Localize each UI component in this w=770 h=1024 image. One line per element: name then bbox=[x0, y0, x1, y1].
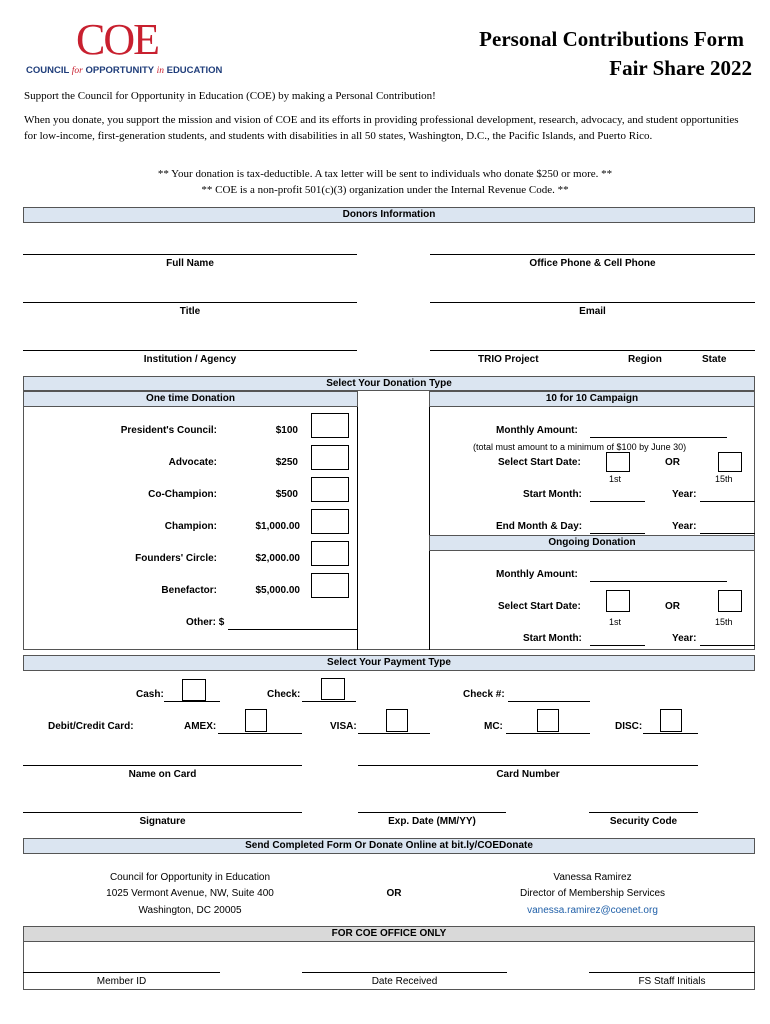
cash-line bbox=[164, 701, 220, 702]
level-amount-100: $100 bbox=[275, 425, 298, 436]
institution-line[interactable] bbox=[23, 350, 357, 351]
checkbox-advocate[interactable] bbox=[311, 445, 349, 470]
state-label: State bbox=[702, 354, 727, 365]
form-subtitle: Fair Share 2022 bbox=[609, 56, 752, 80]
checkbox-presidents-council[interactable] bbox=[311, 413, 349, 438]
email-label: Email bbox=[579, 306, 606, 317]
mc-label: MC: bbox=[484, 721, 503, 732]
logo-word-in: in bbox=[156, 66, 164, 76]
campaign-select-start-date-label: Select Start Date: bbox=[498, 457, 581, 468]
campaign-end-year-line[interactable] bbox=[700, 533, 755, 534]
campaign-end-month-label: End Month & Day: bbox=[496, 521, 583, 532]
visa-line bbox=[358, 733, 430, 734]
campaign-monthly-amount-line[interactable] bbox=[590, 437, 727, 438]
checkbox-benefactor[interactable] bbox=[311, 573, 349, 598]
level-label-founders-circle: Founders' Circle: bbox=[135, 553, 217, 564]
cash-label: Cash: bbox=[136, 689, 164, 700]
donation-divider-left bbox=[357, 391, 358, 650]
campaign-or-label: OR bbox=[665, 457, 680, 468]
campaign-1st-label: 1st bbox=[609, 474, 622, 484]
level-label-benefactor: Benefactor: bbox=[161, 585, 217, 596]
debit-credit-label: Debit/Credit Card: bbox=[48, 721, 134, 732]
contact-title: Director of Membership Services bbox=[519, 888, 666, 899]
ongoing-15th-label: 15th bbox=[715, 617, 733, 627]
campaign-monthly-amount-label: Monthly Amount: bbox=[496, 425, 578, 436]
ongoing-monthly-amount-line[interactable] bbox=[590, 581, 727, 582]
level-label-advocate: Advocate: bbox=[168, 457, 217, 468]
campaign-start-month-label: Start Month: bbox=[523, 489, 582, 500]
trio-region-state-line[interactable] bbox=[430, 350, 755, 351]
phone-line[interactable] bbox=[430, 254, 755, 255]
nonprofit-note: ** COE is a non-profit 501(c)(3) organization under the Internal Revenue Code. ** bbox=[201, 184, 569, 196]
email-line[interactable] bbox=[430, 302, 755, 303]
address-line-3: Washington, DC 20005 bbox=[138, 905, 242, 916]
region-label: Region bbox=[628, 354, 662, 365]
campaign-checkbox-15th[interactable] bbox=[718, 452, 742, 472]
send-or-label: OR bbox=[386, 888, 402, 899]
exp-date-line[interactable] bbox=[358, 812, 506, 813]
ongoing-donation-header: Ongoing Donation bbox=[429, 535, 755, 551]
check-line bbox=[302, 701, 356, 702]
logo-word-for: for bbox=[71, 66, 83, 76]
contact-email-link[interactable]: vanessa.ramirez@coenet.org bbox=[527, 905, 658, 916]
campaign-15th-label: 15th bbox=[715, 474, 733, 484]
ongoing-start-month-line[interactable] bbox=[590, 645, 645, 646]
visa-checkbox[interactable] bbox=[386, 709, 408, 732]
level-amount-500: $500 bbox=[275, 489, 298, 500]
full-name-label: Full Name bbox=[166, 258, 214, 269]
ongoing-1st-label: 1st bbox=[609, 617, 622, 627]
checkbox-champion[interactable] bbox=[311, 509, 349, 534]
donation-type-header: Select Your Donation Type bbox=[23, 376, 755, 391]
name-on-card-line[interactable] bbox=[23, 765, 302, 766]
address-line-1: Council for Opportunity in Education bbox=[109, 872, 271, 883]
logo-word-opportunity: OPPORTUNITY bbox=[85, 65, 154, 76]
disc-label: DISC: bbox=[615, 721, 643, 732]
disc-checkbox[interactable] bbox=[660, 709, 682, 732]
campaign-end-year-label: Year: bbox=[672, 521, 697, 532]
campaign-minimum-note: (total must amount to a minimum of $100 by June 30) bbox=[473, 442, 687, 452]
ten-for-ten-header: 10 for 10 Campaign bbox=[429, 391, 755, 407]
level-amount-5000: $5,000.00 bbox=[255, 585, 300, 596]
security-code-line[interactable] bbox=[589, 812, 698, 813]
send-form-header: Send Completed Form Or Donate Online at bit.ly/COEDonate bbox=[23, 838, 755, 854]
ongoing-or-label: OR bbox=[665, 601, 680, 612]
campaign-checkbox-1st[interactable] bbox=[606, 452, 630, 472]
amex-line bbox=[218, 733, 302, 734]
name-on-card-label: Name on Card bbox=[128, 769, 197, 780]
intro-support: Support the Council for Opportunity in Education (COE) by making a Personal Contribution! bbox=[24, 90, 436, 102]
ongoing-monthly-amount-label: Monthly Amount: bbox=[496, 569, 578, 580]
campaign-end-month-line[interactable] bbox=[590, 533, 645, 534]
check-checkbox[interactable] bbox=[321, 678, 345, 700]
logo-letters: COE bbox=[76, 15, 158, 64]
logo-word-education: EDUCATION bbox=[166, 65, 223, 76]
check-number-line[interactable] bbox=[508, 701, 590, 702]
office-use-header: FOR COE OFFICE ONLY bbox=[23, 926, 755, 942]
ongoing-select-start-date-label: Select Start Date: bbox=[498, 601, 581, 612]
form-title: Personal Contributions Form bbox=[479, 27, 744, 51]
coe-logo bbox=[24, 15, 244, 82]
date-received-line[interactable] bbox=[302, 972, 507, 973]
logo-word-council: COUNCIL bbox=[26, 65, 70, 76]
amex-label: AMEX: bbox=[184, 721, 217, 732]
visa-label: VISA: bbox=[330, 721, 357, 732]
level-label-co-champion: Co-Champion: bbox=[148, 489, 217, 500]
card-number-line[interactable] bbox=[358, 765, 698, 766]
title-line[interactable] bbox=[23, 302, 357, 303]
mc-checkbox[interactable] bbox=[537, 709, 559, 732]
check-number-label: Check #: bbox=[463, 689, 505, 700]
exp-date-label: Exp. Date (MM/YY) bbox=[388, 816, 476, 827]
signature-label: Signature bbox=[139, 816, 186, 827]
disc-line bbox=[643, 733, 698, 734]
address-line-2: 1025 Vermont Avenue, NW, Suite 400 bbox=[106, 888, 274, 899]
payment-type-header: Select Your Payment Type bbox=[23, 655, 755, 671]
logo-tagline bbox=[26, 65, 222, 76]
level-amount-2000: $2,000.00 bbox=[255, 553, 300, 564]
level-amount-250: $250 bbox=[275, 457, 298, 468]
ongoing-checkbox-15th[interactable] bbox=[718, 590, 742, 612]
checkbox-founders-circle[interactable] bbox=[311, 541, 349, 566]
checkbox-co-champion[interactable] bbox=[311, 477, 349, 502]
one-time-donation-header: One time Donation bbox=[23, 391, 358, 407]
phone-label: Office Phone & Cell Phone bbox=[529, 258, 656, 269]
title-label: Title bbox=[179, 306, 201, 317]
campaign-start-year-label: Year: bbox=[672, 489, 697, 500]
level-label-champion: Champion: bbox=[164, 521, 217, 532]
other-amount-line[interactable] bbox=[228, 629, 357, 630]
campaign-start-year-line[interactable] bbox=[700, 501, 755, 502]
fs-staff-label: FS Staff Initials bbox=[638, 976, 706, 987]
campaign-start-month-line[interactable] bbox=[590, 501, 645, 502]
tax-note: ** Your donation is tax-deductible. A tax letter will be sent to individuals who donate $250 or more. ** bbox=[157, 168, 613, 180]
card-number-label: Card Number bbox=[496, 769, 560, 780]
full-name-line[interactable] bbox=[23, 254, 357, 255]
ongoing-checkbox-1st[interactable] bbox=[606, 590, 630, 612]
ongoing-start-month-label: Start Month: bbox=[523, 633, 582, 644]
signature-line[interactable] bbox=[23, 812, 302, 813]
donation-divider-right bbox=[429, 391, 430, 650]
mc-line bbox=[506, 733, 590, 734]
donation-section-frame bbox=[23, 376, 755, 650]
other-amount-label: Other: $ bbox=[186, 617, 225, 628]
donors-information-header: Donors Information bbox=[23, 207, 755, 223]
cash-checkbox[interactable] bbox=[182, 679, 206, 701]
ongoing-start-year-label: Year: bbox=[672, 633, 697, 644]
security-code-label: Security Code bbox=[609, 816, 678, 827]
member-id-label: Member ID bbox=[96, 976, 147, 987]
institution-label: Institution / Agency bbox=[143, 354, 237, 365]
fs-staff-line[interactable] bbox=[589, 972, 755, 973]
level-label-presidents-council: President's Council: bbox=[120, 425, 217, 436]
intro-mission: When you donate, you support the mission and vision of COE and its efforts in providing professional development, research, advocacy, and student opportunities for low-income, first-generation students, and students with disabilities in all 50 states, Washington, D.C., the Pacific Islands, and Puerto Rico. bbox=[24, 114, 739, 142]
amex-checkbox[interactable] bbox=[245, 709, 267, 732]
member-id-line[interactable] bbox=[23, 972, 220, 973]
level-amount-1000: $1,000.00 bbox=[255, 521, 300, 532]
ongoing-start-year-line[interactable] bbox=[700, 645, 755, 646]
trio-project-label: TRIO Project bbox=[478, 354, 539, 365]
check-label: Check: bbox=[267, 689, 301, 700]
date-received-label: Date Received bbox=[371, 976, 438, 987]
contact-name: Vanessa Ramirez bbox=[553, 872, 632, 883]
